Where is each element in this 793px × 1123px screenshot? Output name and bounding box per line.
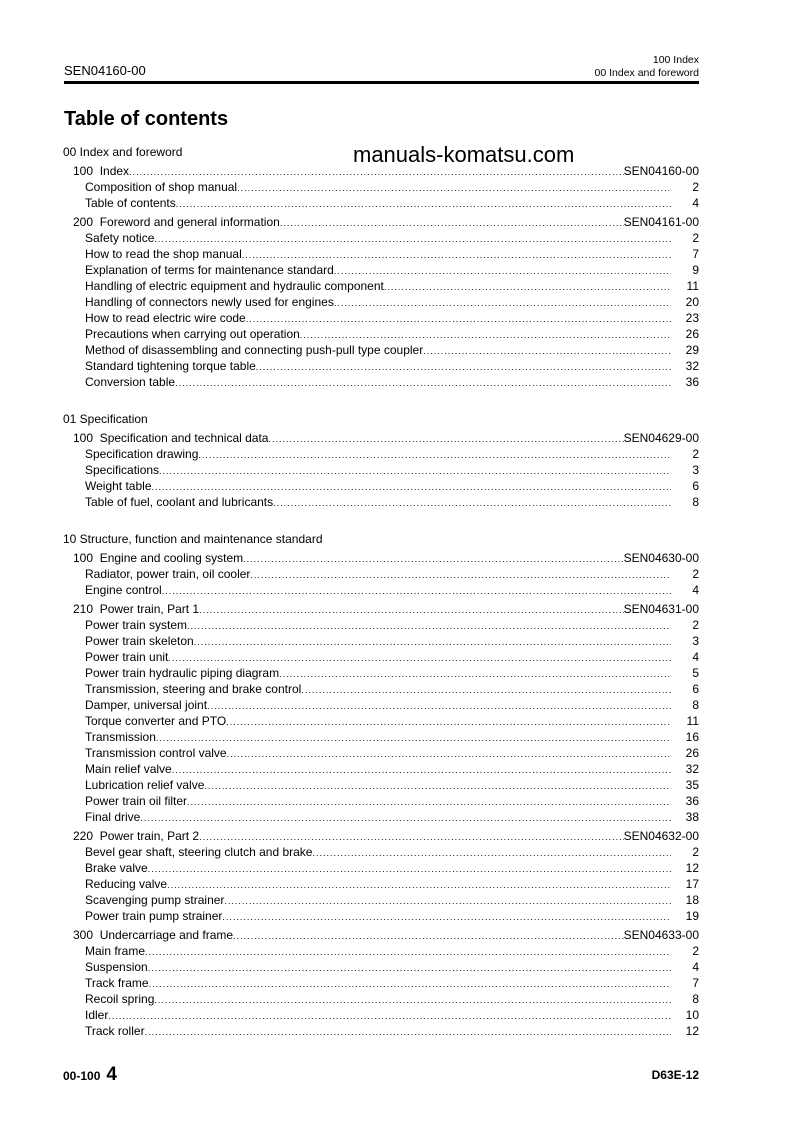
entry-page: 12 [685,861,699,875]
chapter-number: 100 [73,551,94,565]
dot-leader [334,263,671,279]
chapter-heading [73,828,199,844]
footer-page-code: 00-100 [63,1069,101,1083]
footer-model: D63E-12 [651,1068,699,1082]
dot-leader [154,231,671,247]
dot-leader [108,1008,671,1024]
entry-title: How to read electric wire code [85,311,246,325]
entry-page: 8 [692,992,699,1006]
dot-leader [242,247,671,263]
dot-leader [226,714,671,730]
entry-page: 2 [692,447,699,461]
dot-leader [148,861,671,877]
entry-page: 10 [685,1008,699,1022]
dot-leader [167,877,671,893]
entry-title: Explanation of terms for maintenance standard [85,263,334,277]
toc-entry[interactable] [63,697,699,713]
dot-leader [246,311,671,327]
chapter-code: SEN04630-00 [623,551,699,565]
header-section: 100 Index [652,54,699,66]
dot-leader [159,463,671,479]
dot-leader [140,810,671,826]
toc-entry[interactable] [63,876,699,892]
entry-page: 6 [692,479,699,493]
dot-leader [154,992,671,1008]
toc-entry[interactable] [63,1007,699,1023]
chapter-code: SEN04632-00 [623,829,699,843]
entry-title: Table of contents [85,196,176,210]
dot-leader [149,976,671,992]
header-chapter: 00 Index and foreword [594,67,699,79]
toc-entry[interactable] [63,681,699,697]
dot-leader [187,618,671,634]
entry-page: 32 [685,762,699,776]
entry-title: Power train pump strainer [85,909,223,923]
entry-title: Standard tightening torque table [85,359,256,373]
chapter-number: 100 [73,431,94,445]
dot-leader [237,180,671,196]
entry-page: 11 [686,714,699,728]
toc-entry[interactable] [63,761,699,777]
entry-title: Conversion table [85,375,176,389]
entry-page: 3 [692,634,699,648]
chapter-title: Foreword and general information [99,215,280,229]
entry-title: Method of disassembling and connecting push-pull type coupler [85,343,424,357]
toc-entry[interactable] [63,478,699,494]
entry-page: 26 [685,327,699,341]
entry-page: 2 [692,944,699,958]
entry-title: Suspension [85,960,148,974]
entry-title: Engine control [85,583,162,597]
toc-entry[interactable] [63,943,699,959]
dot-leader [199,602,624,618]
entry-title: Specifications [85,463,160,477]
entry-title: Transmission, steering and brake control [85,682,302,696]
toc-entry[interactable] [63,230,699,246]
chapter-row[interactable] [63,927,699,943]
header-document-code: SEN04160-00 [64,63,146,78]
dot-leader [198,447,671,463]
chapter-title: Undercarriage and frame [99,928,234,942]
toc-entry[interactable] [63,582,699,598]
dot-leader [224,893,671,909]
entry-page: 4 [692,960,699,974]
entry-title: Recoil spring [85,992,155,1006]
entry-title: Table of fuel, coolant and lubricants [85,495,274,509]
entry-page: 5 [692,666,699,680]
entry-page: 7 [692,247,699,261]
entry-title: Brake valve [85,861,148,875]
toc-entry[interactable] [63,195,699,211]
dot-leader [145,944,671,960]
toc-entry[interactable] [63,649,699,665]
toc-entry[interactable] [63,665,699,681]
dot-leader [156,730,671,746]
entry-page: 8 [692,698,699,712]
entry-page: 17 [685,877,699,891]
entry-page: 18 [685,893,699,907]
entry-title: Composition of shop manual [85,180,238,194]
entry-title: Handling of connectors newly used for engines [85,295,334,309]
chapter-row[interactable] [63,828,699,844]
entry-page: 20 [685,295,699,309]
entry-page: 3 [692,463,699,477]
chapter-heading [73,550,243,566]
chapter-number: 300 [73,928,94,942]
entry-title: Weight table [85,479,152,493]
entry-title: Damper, universal joint [85,698,208,712]
chapter-row[interactable] [63,601,699,617]
dot-leader [162,583,671,599]
footer-page-id [63,1064,117,1086]
toc-entry[interactable] [63,342,699,358]
toc-entry[interactable] [63,294,699,310]
dot-leader [280,215,624,231]
toc-entry[interactable] [63,633,699,649]
header-section-info [595,54,700,80]
dot-leader [273,495,671,511]
entry-title: Idler [85,1008,109,1022]
chapter-number: 200 [73,215,94,229]
dot-leader [152,479,672,495]
toc-entry[interactable] [63,262,699,278]
toc-entry[interactable] [63,745,699,761]
dot-leader [334,295,671,311]
entry-page: 36 [685,794,699,808]
toc-entry[interactable] [63,809,699,825]
entry-title: Power train skeleton [85,634,194,648]
chapter-heading [73,927,233,943]
chapter-title: Specification and technical data [99,431,269,445]
toc-entry[interactable] [63,179,699,195]
section-title: 00 Index and foreword [63,145,183,159]
section-title: 10 Structure, function and maintenance standard [63,532,323,546]
toc-entry[interactable] [63,860,699,876]
toc-entry[interactable] [63,617,699,633]
entry-title: Torque converter and PTO [85,714,227,728]
entry-title: Main frame [85,944,146,958]
entry-page: 8 [692,495,699,509]
entry-title: Power train oil filter [85,794,188,808]
entry-page: 2 [692,567,699,581]
entry-title: Transmission control valve [85,746,227,760]
toc-entry[interactable] [63,777,699,793]
entry-title: Track roller [85,1024,145,1038]
entry-page: 32 [685,359,699,373]
entry-page: 4 [692,650,699,664]
dot-leader [384,279,671,295]
toc-entry[interactable] [63,975,699,991]
entry-page: 2 [692,845,699,859]
entry-title: Power train hydraulic piping diagram [85,666,280,680]
entry-title: Scavenging pump strainer [85,893,225,907]
entry-page: 29 [685,343,699,357]
toc-entry[interactable] [63,326,699,342]
entry-page: 9 [692,263,699,277]
chapter-code: SEN04629-00 [623,431,699,445]
entry-title: Main relief valve [85,762,172,776]
entry-title: Safety notice [85,231,155,245]
dot-leader [176,196,671,212]
entry-page: 2 [692,180,699,194]
chapter-heading [73,163,129,179]
dot-leader [423,343,671,359]
toc-entry[interactable] [63,310,699,326]
dot-leader [204,778,671,794]
entry-page: 6 [692,682,699,696]
watermark: manuals-komatsu.com [353,142,575,167]
chapter-row[interactable] [63,430,699,446]
toc-entry[interactable] [63,729,699,745]
entry-page: 4 [692,196,699,210]
toc-entry[interactable] [63,494,699,510]
entry-title: Final drive [85,810,141,824]
dot-leader [250,567,671,583]
dot-leader [207,698,671,714]
header-rule [64,81,699,84]
entry-page: 36 [685,375,699,389]
entry-page: 7 [692,976,699,990]
entry-title: Power train unit [85,650,169,664]
dot-leader [175,375,671,391]
entry-page: 11 [686,279,699,293]
chapter-title: Engine and cooling system [99,551,244,565]
entry-page: 2 [692,231,699,245]
entry-title: Bevel gear shaft, steering clutch and brake [85,845,313,859]
dot-leader [199,829,624,845]
entry-page: 16 [685,730,699,744]
dot-leader [268,431,623,447]
dot-leader [194,634,671,650]
dot-leader [187,794,671,810]
dot-leader [300,327,671,343]
chapter-title: Power train, Part 1 [99,602,200,616]
toc-section [63,144,699,390]
toc-section [63,411,699,510]
footer-page-number: 4 [106,1064,117,1085]
entry-title: Lubrication relief valve [85,778,205,792]
entry-page: 4 [692,583,699,597]
chapter-number: 220 [73,829,94,843]
dot-leader [148,960,671,976]
toc-entry[interactable] [63,844,699,860]
chapter-code: SEN04631-00 [623,602,699,616]
toc-section [63,531,699,1039]
toc-entry[interactable] [63,713,699,729]
dot-leader [256,359,671,375]
chapter-title: Index [99,164,130,178]
toc-entry[interactable] [63,566,699,582]
dot-leader [145,1024,671,1040]
entry-title: Reducing valve [85,877,168,891]
chapter-row[interactable] [63,550,699,566]
dot-leader [222,909,671,925]
toc-entry[interactable] [63,446,699,462]
entry-title: Handling of electric equipment and hydraulic component [85,279,384,293]
chapter-heading [73,430,268,446]
chapter-number: 100 [73,164,94,178]
toc-entry[interactable] [63,1023,699,1039]
dot-leader [168,650,671,666]
entry-page: 2 [692,618,699,632]
dot-leader [243,551,623,567]
entry-title: Track frame [85,976,149,990]
entry-page: 12 [685,1024,699,1038]
toc-entry[interactable] [63,278,699,294]
dot-leader [301,682,671,698]
dot-leader [279,666,671,682]
entry-title: Precautions when carrying out operation [85,327,300,341]
section-title: 01 Specification [63,412,148,426]
entry-page: 35 [685,778,699,792]
toc-entry[interactable] [63,991,699,1007]
chapter-number: 210 [73,602,94,616]
chapter-title: Power train, Part 2 [99,829,200,843]
dot-leader [233,928,624,944]
toc-entry[interactable] [63,959,699,975]
entry-title: Transmission [85,730,156,744]
chapter-heading [73,601,199,617]
entry-title: Radiator, power train, oil cooler [85,567,251,581]
toc-entry[interactable] [63,462,699,478]
toc-entry[interactable] [63,892,699,908]
chapter-heading [73,214,280,230]
entry-title: Power train system [85,618,188,632]
page-title: Table of contents [64,108,229,130]
chapter-code: SEN04161-00 [623,215,699,229]
entry-page: 19 [685,909,699,923]
chapter-code: SEN04160-00 [623,164,699,178]
dot-leader [172,762,671,778]
toc-entry[interactable] [63,793,699,809]
entry-title: Specification drawing [85,447,199,461]
entry-title: How to read the shop manual [85,247,242,261]
dot-leader [227,746,671,762]
toc-entry[interactable] [63,908,699,924]
entry-page: 26 [685,746,699,760]
chapter-code: SEN04633-00 [623,928,699,942]
entry-page: 38 [685,810,699,824]
chapter-row[interactable] [63,214,699,230]
toc-entry[interactable] [63,374,699,390]
table-of-contents [63,144,699,1060]
dot-leader [312,845,671,861]
entry-page: 23 [685,311,699,325]
toc-entry[interactable] [63,246,699,262]
toc-entry[interactable] [63,358,699,374]
